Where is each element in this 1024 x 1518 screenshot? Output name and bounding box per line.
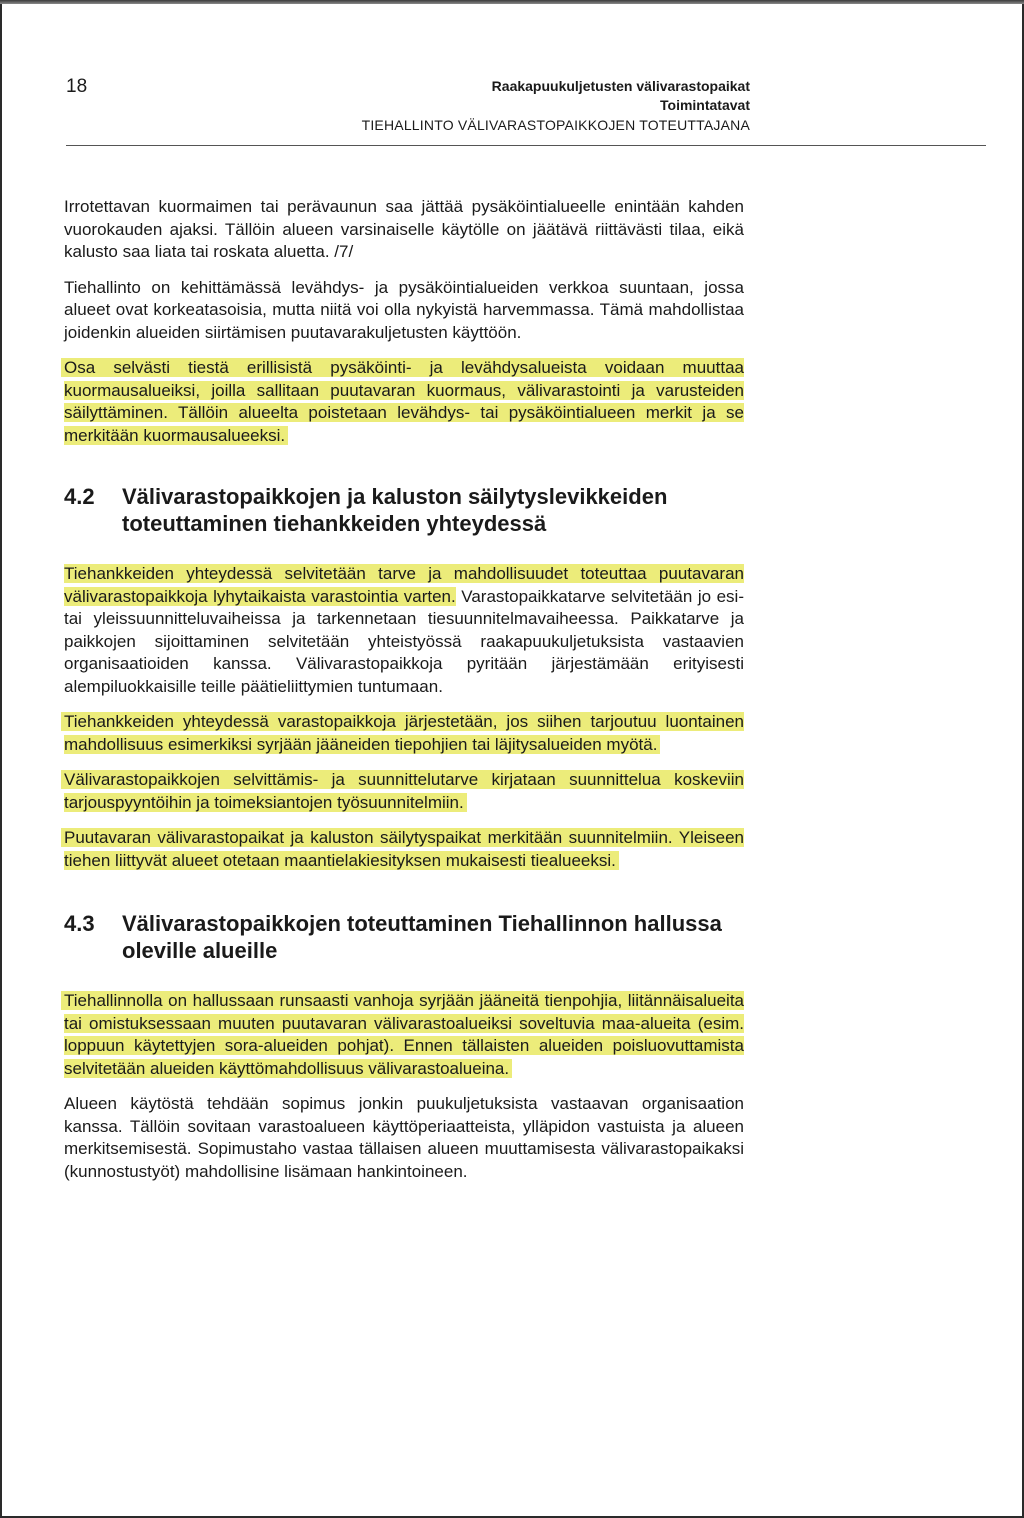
- page-number: 18: [66, 76, 88, 97]
- paragraph-2: Tiehallinto on kehittämässä levähdys- ja pysäköintialueiden verkkoa suuntaan, jossa alueet ovat korkeatasoisia, mutta niitä voi olla nykyistä harvemmassa. Tämä mahdollistaa joidenkin alueiden siirtämisen puutavarakuljetusten käyttöön.: [64, 277, 744, 342]
- highlight-p7: Puutavaran välivarastopaikat ja kaluston säilytyspaikat merkitään suunnitelmiin. Yleiseen tiehen liittyvät alueet otetaan maantielakiesityksen mukaisesti tiealueeksi.: [61, 828, 744, 870]
- section-heading-4-2: [64, 483, 744, 537]
- header-titles: [362, 76, 750, 135]
- section-number: 4.3: [64, 911, 95, 936]
- document-title: Raakapuukuljetusten välivarastopaikat: [491, 78, 750, 94]
- highlight-p6: Välivarastopaikkojen selvittämis- ja suunnittelutarve kirjataan suunnittelua koskeviin tarjouspyyntöihin ja toimeksiantojen työsuunnitelmiin.: [61, 770, 744, 812]
- paragraph-7-highlighted: [64, 827, 744, 872]
- document-section-caption: TIEHALLINTO VÄLIVARASTOPAIKKOJEN TOTEUTTAJANA: [361, 117, 750, 133]
- paragraph-3-highlighted: [64, 357, 744, 447]
- paragraph-1: Irrotettavan kuormaimen tai perävaunun saa jättää pysäköintialueelle enintään kahden vuorokauden ajaksi. Tällöin alueen varsinaiselle käytölle on jäätävä riittävästi tilaa, eikä kalusto saa liata tai roskata aluetta. /7/: [64, 197, 744, 261]
- paragraph-4: [64, 563, 744, 698]
- section-heading-4-3: [64, 910, 744, 964]
- page-body: [64, 196, 744, 1196]
- highlight-p5: Tiehankkeiden yhteydessä varastopaikkoja järjestetään, jos siihen tarjoutuu luontainen mahdollisuus esimerkiksi syrjään jääneiden tiepohjien tai läjitysalueiden myötä.: [61, 712, 744, 754]
- section-title: Välivarastopaikkojen toteuttaminen Tiehallinnon hallussa oleville alueille: [122, 911, 722, 963]
- section-title: Välivarastopaikkojen ja kaluston säilytyslevikkeiden toteuttaminen tiehankkeiden yhteydessä: [122, 484, 668, 536]
- paragraph-5-highlighted: [64, 711, 744, 756]
- section-number: 4.2: [64, 484, 95, 509]
- paragraph-8-highlighted: [64, 990, 744, 1080]
- paragraph-9: Alueen käytöstä tehdään sopimus jonkin puukuljetuksista vastaavan organisaation kanssa. Tällöin sovitaan varastoalueen käyttöperiaatteista, ylläpidon vastuista ja alueen merkitsemisestä. Sopimustaho vastaa tällaisen alueen muuttamisesta välivarastopaikaksi (kunnostustyöt) mahdollisine lisämaan hankintoineen.: [64, 1094, 744, 1181]
- document-subtitle: Toimintatavat: [660, 97, 750, 113]
- highlight-p4: Tiehankkeiden yhteydessä selvitetään tarve ja mahdollisuudet toteuttaa puutavaran välivarastopaikkoja lyhytaikaista varastointia varten.: [64, 564, 744, 606]
- page-header: [66, 72, 986, 152]
- highlight-p8: Tiehallinnolla on hallussaan runsaasti vanhoja syrjään jääneitä tienpohjia, liitännäisalueita tai omistuksessaan muuten puutavaran välivarastoalueiksi soveltuvia maa-alueita (esim. loppuun käytettyjen sora-alueiden pohjat). Ennen tällaisten alueiden poisluovuttamista selvitetään alueiden käyttömahdollisuus välivarastoalueina.: [61, 991, 744, 1078]
- header-divider: [66, 145, 986, 146]
- scan-edge: [0, 0, 1024, 4]
- paragraph-4-rest: Varastopaikkatarve selvitetään jo esi- tai yleissuunnitteluvaiheissa ja tarkennetaan tiesuunnitelmavaiheessa. Paikkatarve ja paikkojen sijoittaminen selvitetään yhteistyössä raakapuukuljetuksista vastaavien organisaatioiden kanssa. Välivarastopaikkoja pyritään järjestämään erityisesti alempiluokkaisille teille päätieliittymien tuntumaan.: [64, 586, 744, 696]
- highlight-p3: Osa selvästi tiestä erillisistä pysäköinti- ja levähdysalueista voidaan muuttaa kuormausalueiksi, joilla sallitaan puutavaran kuormaus, välivarastointi ja varusteiden säilyttäminen. Tällöin alueelta poistetaan levähdys- tai pysäköintialueen merkit ja se merkitään kuormausalueeksi.: [61, 358, 744, 445]
- paragraph-6-highlighted: [64, 769, 744, 814]
